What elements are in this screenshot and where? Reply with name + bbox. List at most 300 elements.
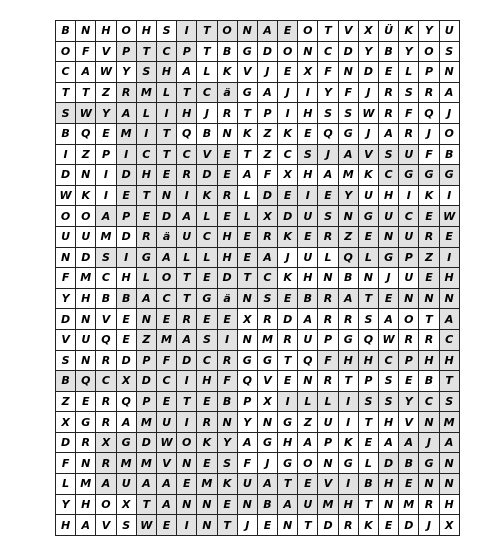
grid-cell[interactable]: E bbox=[96, 123, 116, 144]
grid-cell[interactable]: S bbox=[358, 309, 378, 330]
grid-cell[interactable]: N bbox=[298, 41, 318, 62]
grid-cell[interactable]: N bbox=[338, 62, 358, 83]
grid-cell[interactable]: G bbox=[257, 432, 277, 453]
grid-cell[interactable]: T bbox=[76, 82, 96, 103]
grid-cell[interactable]: N bbox=[177, 494, 197, 515]
grid-cell[interactable]: H bbox=[338, 350, 358, 371]
grid-cell[interactable]: J bbox=[419, 515, 439, 536]
grid-cell[interactable]: J bbox=[257, 453, 277, 474]
grid-cell[interactable]: M bbox=[318, 494, 338, 515]
grid-cell[interactable]: Y bbox=[56, 494, 76, 515]
grid-cell[interactable]: R bbox=[419, 226, 439, 247]
grid-cell[interactable]: E bbox=[156, 309, 176, 330]
grid-cell[interactable]: B bbox=[217, 41, 237, 62]
grid-cell[interactable]: I bbox=[177, 185, 197, 206]
grid-cell[interactable]: N bbox=[177, 453, 197, 474]
grid-cell[interactable]: D bbox=[56, 432, 76, 453]
grid-cell[interactable]: ä bbox=[217, 82, 237, 103]
grid-cell[interactable]: H bbox=[76, 494, 96, 515]
grid-cell[interactable]: E bbox=[217, 165, 237, 186]
grid-cell[interactable]: X bbox=[278, 165, 298, 186]
grid-cell[interactable]: W bbox=[56, 185, 76, 206]
grid-cell[interactable]: T bbox=[156, 144, 176, 165]
grid-cell[interactable]: H bbox=[76, 288, 96, 309]
grid-cell[interactable]: Y bbox=[399, 391, 419, 412]
grid-cell[interactable]: Y bbox=[399, 41, 419, 62]
grid-cell[interactable]: W bbox=[358, 103, 378, 124]
grid-cell[interactable]: R bbox=[419, 329, 439, 350]
grid-cell[interactable]: I bbox=[399, 185, 419, 206]
grid-cell[interactable]: A bbox=[379, 123, 399, 144]
grid-cell[interactable]: E bbox=[177, 474, 197, 495]
grid-cell[interactable]: C bbox=[56, 62, 76, 83]
grid-cell[interactable]: A bbox=[278, 494, 298, 515]
grid-cell[interactable]: X bbox=[439, 515, 459, 536]
grid-cell[interactable]: K bbox=[399, 21, 419, 42]
grid-cell[interactable]: P bbox=[318, 432, 338, 453]
grid-cell[interactable]: F bbox=[156, 350, 176, 371]
grid-cell[interactable]: U bbox=[177, 226, 197, 247]
grid-cell[interactable]: M bbox=[116, 123, 136, 144]
grid-cell[interactable]: C bbox=[318, 41, 338, 62]
grid-cell[interactable]: L bbox=[197, 62, 217, 83]
grid-cell[interactable]: G bbox=[358, 206, 378, 227]
grid-cell[interactable]: H bbox=[156, 62, 176, 83]
grid-cell[interactable]: Q bbox=[116, 391, 136, 412]
grid-cell[interactable]: M bbox=[156, 329, 176, 350]
grid-cell[interactable]: I bbox=[177, 412, 197, 433]
grid-cell[interactable]: H bbox=[358, 350, 378, 371]
grid-cell[interactable]: A bbox=[237, 165, 257, 186]
grid-cell[interactable]: H bbox=[136, 21, 156, 42]
grid-cell[interactable]: S bbox=[156, 21, 176, 42]
grid-cell[interactable]: K bbox=[358, 515, 378, 536]
grid-cell[interactable]: N bbox=[278, 515, 298, 536]
grid-cell[interactable]: A bbox=[257, 247, 277, 268]
grid-cell[interactable]: N bbox=[298, 371, 318, 392]
grid-cell[interactable]: D bbox=[116, 165, 136, 186]
grid-cell[interactable]: A bbox=[257, 474, 277, 495]
grid-cell[interactable]: L bbox=[399, 62, 419, 83]
grid-cell[interactable]: O bbox=[399, 309, 419, 330]
grid-cell[interactable]: G bbox=[76, 412, 96, 433]
grid-cell[interactable]: R bbox=[338, 309, 358, 330]
grid-cell[interactable]: F bbox=[257, 165, 277, 186]
grid-cell[interactable]: I bbox=[116, 144, 136, 165]
grid-cell[interactable]: U bbox=[237, 474, 257, 495]
grid-cell[interactable]: E bbox=[197, 268, 217, 289]
grid-cell[interactable]: K bbox=[197, 185, 217, 206]
grid-cell[interactable]: S bbox=[96, 247, 116, 268]
grid-cell[interactable]: G bbox=[399, 165, 419, 186]
grid-cell[interactable]: O bbox=[56, 41, 76, 62]
grid-cell[interactable]: E bbox=[318, 185, 338, 206]
grid-cell[interactable]: H bbox=[439, 268, 459, 289]
grid-cell[interactable]: D bbox=[217, 268, 237, 289]
grid-cell[interactable]: S bbox=[338, 103, 358, 124]
grid-cell[interactable]: N bbox=[56, 247, 76, 268]
grid-cell[interactable]: V bbox=[96, 309, 116, 330]
grid-cell[interactable]: A bbox=[136, 288, 156, 309]
grid-cell[interactable]: E bbox=[298, 123, 318, 144]
grid-cell[interactable]: T bbox=[298, 515, 318, 536]
grid-cell[interactable]: W bbox=[156, 432, 176, 453]
grid-cell[interactable]: Q bbox=[298, 350, 318, 371]
grid-cell[interactable]: A bbox=[116, 103, 136, 124]
grid-cell[interactable]: Y bbox=[419, 21, 439, 42]
grid-cell[interactable]: P bbox=[237, 391, 257, 412]
grid-cell[interactable]: H bbox=[439, 494, 459, 515]
grid-cell[interactable]: N bbox=[217, 412, 237, 433]
grid-cell[interactable]: P bbox=[96, 144, 116, 165]
grid-cell[interactable]: D bbox=[156, 206, 176, 227]
grid-cell[interactable]: N bbox=[76, 309, 96, 330]
grid-cell[interactable]: W bbox=[439, 206, 459, 227]
grid-cell[interactable]: V bbox=[318, 474, 338, 495]
grid-cell[interactable]: K bbox=[358, 165, 378, 186]
grid-cell[interactable]: A bbox=[338, 144, 358, 165]
grid-cell[interactable]: D bbox=[257, 185, 277, 206]
grid-cell[interactable]: E bbox=[116, 185, 136, 206]
grid-cell[interactable]: ä bbox=[217, 288, 237, 309]
grid-cell[interactable]: C bbox=[96, 371, 116, 392]
grid-cell[interactable]: F bbox=[56, 268, 76, 289]
grid-cell[interactable]: N bbox=[76, 21, 96, 42]
grid-cell[interactable]: M bbox=[399, 494, 419, 515]
grid-cell[interactable]: R bbox=[318, 309, 338, 330]
grid-cell[interactable]: N bbox=[76, 350, 96, 371]
grid-cell[interactable]: B bbox=[298, 288, 318, 309]
grid-cell[interactable]: T bbox=[197, 21, 217, 42]
grid-cell[interactable]: D bbox=[399, 515, 419, 536]
grid-cell[interactable]: L bbox=[318, 391, 338, 412]
grid-cell[interactable]: P bbox=[136, 350, 156, 371]
grid-cell[interactable]: H bbox=[379, 474, 399, 495]
grid-cell[interactable]: S bbox=[399, 82, 419, 103]
grid-cell[interactable]: O bbox=[298, 453, 318, 474]
grid-cell[interactable]: T bbox=[177, 288, 197, 309]
grid-cell[interactable]: N bbox=[439, 288, 459, 309]
grid-cell[interactable]: I bbox=[56, 144, 76, 165]
grid-cell[interactable]: F bbox=[399, 103, 419, 124]
grid-cell[interactable]: E bbox=[358, 226, 378, 247]
grid-cell[interactable]: F bbox=[217, 371, 237, 392]
grid-cell[interactable]: R bbox=[96, 391, 116, 412]
grid-cell[interactable]: T bbox=[136, 494, 156, 515]
grid-cell[interactable]: S bbox=[439, 391, 459, 412]
grid-cell[interactable]: E bbox=[419, 206, 439, 227]
grid-cell[interactable]: S bbox=[116, 515, 136, 536]
grid-cell[interactable]: J bbox=[439, 103, 459, 124]
grid-cell[interactable]: S bbox=[318, 103, 338, 124]
grid-cell[interactable]: R bbox=[338, 515, 358, 536]
grid-cell[interactable]: I bbox=[338, 412, 358, 433]
grid-cell[interactable]: T bbox=[177, 268, 197, 289]
grid-cell[interactable]: B bbox=[257, 494, 277, 515]
grid-cell[interactable]: N bbox=[379, 494, 399, 515]
grid-cell[interactable]: E bbox=[399, 371, 419, 392]
grid-cell[interactable]: L bbox=[56, 474, 76, 495]
grid-cell[interactable]: P bbox=[136, 391, 156, 412]
grid-cell[interactable]: B bbox=[217, 391, 237, 412]
grid-cell[interactable]: Y bbox=[358, 41, 378, 62]
grid-cell[interactable]: N bbox=[399, 288, 419, 309]
grid-cell[interactable]: N bbox=[419, 288, 439, 309]
grid-cell[interactable]: N bbox=[136, 309, 156, 330]
grid-cell[interactable]: D bbox=[56, 309, 76, 330]
grid-cell[interactable]: H bbox=[278, 432, 298, 453]
grid-cell[interactable]: C bbox=[156, 288, 176, 309]
grid-cell[interactable]: B bbox=[338, 268, 358, 289]
grid-cell[interactable]: O bbox=[278, 41, 298, 62]
grid-cell[interactable]: I bbox=[298, 82, 318, 103]
grid-cell[interactable]: Q bbox=[76, 371, 96, 392]
grid-cell[interactable]: T bbox=[419, 309, 439, 330]
grid-cell[interactable]: C bbox=[197, 82, 217, 103]
grid-cell[interactable]: G bbox=[419, 453, 439, 474]
grid-cell[interactable]: D bbox=[76, 247, 96, 268]
grid-cell[interactable]: C bbox=[156, 371, 176, 392]
grid-cell[interactable]: B bbox=[419, 371, 439, 392]
grid-cell[interactable]: A bbox=[439, 82, 459, 103]
grid-cell[interactable]: W bbox=[136, 515, 156, 536]
grid-cell[interactable]: L bbox=[237, 185, 257, 206]
grid-cell[interactable]: J bbox=[278, 247, 298, 268]
grid-cell[interactable]: C bbox=[96, 268, 116, 289]
grid-cell[interactable]: A bbox=[379, 309, 399, 330]
grid-cell[interactable]: E bbox=[217, 309, 237, 330]
grid-cell[interactable]: A bbox=[156, 474, 176, 495]
grid-cell[interactable]: N bbox=[318, 453, 338, 474]
grid-cell[interactable]: K bbox=[419, 185, 439, 206]
grid-cell[interactable]: X bbox=[298, 62, 318, 83]
grid-cell[interactable]: C bbox=[399, 206, 419, 227]
grid-cell[interactable]: D bbox=[358, 62, 378, 83]
grid-cell[interactable]: I bbox=[136, 123, 156, 144]
grid-cell[interactable]: T bbox=[197, 41, 217, 62]
grid-cell[interactable]: U bbox=[76, 226, 96, 247]
grid-cell[interactable]: E bbox=[217, 144, 237, 165]
grid-cell[interactable]: N bbox=[197, 494, 217, 515]
grid-cell[interactable]: M bbox=[136, 82, 156, 103]
grid-cell[interactable]: R bbox=[257, 226, 277, 247]
grid-cell[interactable]: L bbox=[298, 391, 318, 412]
grid-cell[interactable]: N bbox=[76, 165, 96, 186]
grid-cell[interactable]: I bbox=[177, 515, 197, 536]
grid-cell[interactable]: F bbox=[237, 453, 257, 474]
grid-cell[interactable]: V bbox=[237, 62, 257, 83]
grid-cell[interactable]: D bbox=[379, 453, 399, 474]
grid-cell[interactable]: A bbox=[177, 206, 197, 227]
grid-cell[interactable]: R bbox=[96, 453, 116, 474]
grid-cell[interactable]: J bbox=[257, 62, 277, 83]
grid-cell[interactable]: L bbox=[197, 247, 217, 268]
grid-cell[interactable]: S bbox=[257, 288, 277, 309]
grid-cell[interactable]: M bbox=[76, 268, 96, 289]
grid-cell[interactable]: W bbox=[96, 62, 116, 83]
grid-cell[interactable]: U bbox=[116, 474, 136, 495]
grid-cell[interactable]: D bbox=[136, 432, 156, 453]
grid-cell[interactable]: R bbox=[318, 288, 338, 309]
grid-cell[interactable]: Q bbox=[358, 329, 378, 350]
grid-cell[interactable]: E bbox=[358, 432, 378, 453]
grid-cell[interactable]: I bbox=[338, 474, 358, 495]
grid-cell[interactable]: N bbox=[358, 268, 378, 289]
grid-cell[interactable]: M bbox=[136, 412, 156, 433]
grid-cell[interactable]: T bbox=[177, 82, 197, 103]
grid-cell[interactable]: G bbox=[338, 453, 358, 474]
grid-cell[interactable]: T bbox=[237, 144, 257, 165]
grid-cell[interactable]: A bbox=[439, 309, 459, 330]
grid-cell[interactable]: Q bbox=[419, 103, 439, 124]
grid-cell[interactable]: G bbox=[338, 123, 358, 144]
grid-cell[interactable]: N bbox=[439, 453, 459, 474]
grid-cell[interactable]: Q bbox=[96, 329, 116, 350]
grid-cell[interactable]: E bbox=[278, 288, 298, 309]
grid-cell[interactable]: B bbox=[56, 21, 76, 42]
grid-cell[interactable]: R bbox=[318, 226, 338, 247]
grid-cell[interactable]: G bbox=[338, 329, 358, 350]
grid-cell[interactable]: N bbox=[217, 123, 237, 144]
grid-cell[interactable]: E bbox=[116, 309, 136, 330]
grid-cell[interactable]: H bbox=[298, 268, 318, 289]
grid-cell[interactable]: I bbox=[278, 103, 298, 124]
grid-cell[interactable]: J bbox=[318, 144, 338, 165]
grid-cell[interactable]: D bbox=[116, 226, 136, 247]
grid-cell[interactable]: E bbox=[379, 515, 399, 536]
grid-cell[interactable]: T bbox=[358, 494, 378, 515]
grid-cell[interactable]: R bbox=[399, 329, 419, 350]
grid-cell[interactable]: T bbox=[237, 268, 257, 289]
grid-cell[interactable]: U bbox=[298, 329, 318, 350]
grid-cell[interactable]: A bbox=[96, 474, 116, 495]
grid-cell[interactable]: O bbox=[96, 494, 116, 515]
grid-cell[interactable]: Y bbox=[217, 432, 237, 453]
grid-cell[interactable]: L bbox=[177, 247, 197, 268]
grid-cell[interactable]: L bbox=[156, 82, 176, 103]
grid-cell[interactable]: B bbox=[56, 123, 76, 144]
grid-cell[interactable]: U bbox=[358, 185, 378, 206]
grid-cell[interactable]: N bbox=[379, 226, 399, 247]
grid-cell[interactable]: T bbox=[136, 185, 156, 206]
grid-cell[interactable]: Z bbox=[338, 226, 358, 247]
grid-cell[interactable]: G bbox=[419, 165, 439, 186]
grid-cell[interactable]: K bbox=[278, 123, 298, 144]
grid-cell[interactable]: G bbox=[136, 247, 156, 268]
grid-cell[interactable]: Z bbox=[298, 412, 318, 433]
grid-cell[interactable]: R bbox=[419, 494, 439, 515]
grid-cell[interactable]: K bbox=[338, 432, 358, 453]
grid-cell[interactable]: A bbox=[136, 474, 156, 495]
grid-cell[interactable]: H bbox=[177, 103, 197, 124]
grid-cell[interactable]: M bbox=[257, 329, 277, 350]
grid-cell[interactable]: G bbox=[237, 82, 257, 103]
grid-cell[interactable]: E bbox=[156, 391, 176, 412]
grid-cell[interactable]: A bbox=[379, 432, 399, 453]
grid-cell[interactable]: O bbox=[217, 21, 237, 42]
grid-cell[interactable]: R bbox=[136, 226, 156, 247]
grid-cell[interactable]: M bbox=[338, 165, 358, 186]
grid-cell[interactable]: H bbox=[298, 165, 318, 186]
grid-cell[interactable]: R bbox=[379, 103, 399, 124]
grid-cell[interactable]: I bbox=[156, 103, 176, 124]
grid-cell[interactable]: S bbox=[379, 144, 399, 165]
grid-cell[interactable]: T bbox=[358, 412, 378, 433]
grid-cell[interactable]: N bbox=[237, 288, 257, 309]
grid-cell[interactable]: C bbox=[197, 226, 217, 247]
grid-cell[interactable]: X bbox=[96, 432, 116, 453]
grid-cell[interactable]: P bbox=[116, 206, 136, 227]
grid-cell[interactable]: S bbox=[56, 103, 76, 124]
grid-cell[interactable]: E bbox=[379, 288, 399, 309]
grid-cell[interactable]: R bbox=[217, 103, 237, 124]
grid-cell[interactable]: D bbox=[116, 350, 136, 371]
grid-cell[interactable]: I bbox=[217, 329, 237, 350]
grid-cell[interactable]: G bbox=[379, 247, 399, 268]
grid-cell[interactable]: E bbox=[399, 474, 419, 495]
grid-cell[interactable]: B bbox=[358, 474, 378, 495]
grid-cell[interactable]: ä bbox=[156, 226, 176, 247]
grid-cell[interactable]: W bbox=[76, 103, 96, 124]
grid-cell[interactable]: N bbox=[439, 474, 459, 495]
grid-cell[interactable]: Z bbox=[136, 329, 156, 350]
grid-cell[interactable]: J bbox=[419, 432, 439, 453]
grid-cell[interactable]: V bbox=[96, 41, 116, 62]
grid-cell[interactable]: U bbox=[379, 206, 399, 227]
grid-cell[interactable]: I bbox=[338, 391, 358, 412]
grid-cell[interactable]: B bbox=[197, 123, 217, 144]
grid-cell[interactable]: O bbox=[76, 206, 96, 227]
grid-cell[interactable]: V bbox=[56, 329, 76, 350]
grid-cell[interactable]: P bbox=[257, 103, 277, 124]
grid-cell[interactable]: A bbox=[237, 432, 257, 453]
grid-cell[interactable]: I bbox=[298, 185, 318, 206]
grid-cell[interactable]: A bbox=[399, 432, 419, 453]
grid-cell[interactable]: D bbox=[338, 41, 358, 62]
grid-cell[interactable]: L bbox=[136, 103, 156, 124]
grid-cell[interactable]: J bbox=[379, 268, 399, 289]
grid-cell[interactable]: M bbox=[439, 412, 459, 433]
grid-cell[interactable]: Ü bbox=[379, 21, 399, 42]
grid-cell[interactable]: S bbox=[318, 206, 338, 227]
grid-cell[interactable]: X bbox=[237, 309, 257, 330]
grid-cell[interactable]: A bbox=[257, 82, 277, 103]
grid-cell[interactable]: S bbox=[217, 453, 237, 474]
grid-cell[interactable]: Y bbox=[116, 62, 136, 83]
grid-cell[interactable]: H bbox=[217, 226, 237, 247]
grid-cell[interactable]: L bbox=[318, 247, 338, 268]
grid-cell[interactable]: G bbox=[197, 288, 217, 309]
grid-cell[interactable]: N bbox=[76, 453, 96, 474]
grid-cell[interactable]: H bbox=[56, 515, 76, 536]
grid-cell[interactable]: E bbox=[237, 226, 257, 247]
grid-cell[interactable]: Q bbox=[177, 123, 197, 144]
grid-cell[interactable]: E bbox=[136, 206, 156, 227]
grid-cell[interactable]: P bbox=[358, 371, 378, 392]
grid-cell[interactable]: J bbox=[197, 103, 217, 124]
grid-cell[interactable]: A bbox=[116, 412, 136, 433]
grid-cell[interactable]: P bbox=[399, 350, 419, 371]
grid-cell[interactable]: Z bbox=[76, 144, 96, 165]
grid-cell[interactable]: I bbox=[177, 21, 197, 42]
grid-cell[interactable]: U bbox=[76, 329, 96, 350]
grid-cell[interactable]: M bbox=[116, 453, 136, 474]
grid-cell[interactable]: S bbox=[56, 350, 76, 371]
grid-cell[interactable]: J bbox=[237, 515, 257, 536]
grid-cell[interactable]: A bbox=[156, 247, 176, 268]
grid-cell[interactable]: I bbox=[96, 165, 116, 186]
grid-cell[interactable]: F bbox=[56, 453, 76, 474]
